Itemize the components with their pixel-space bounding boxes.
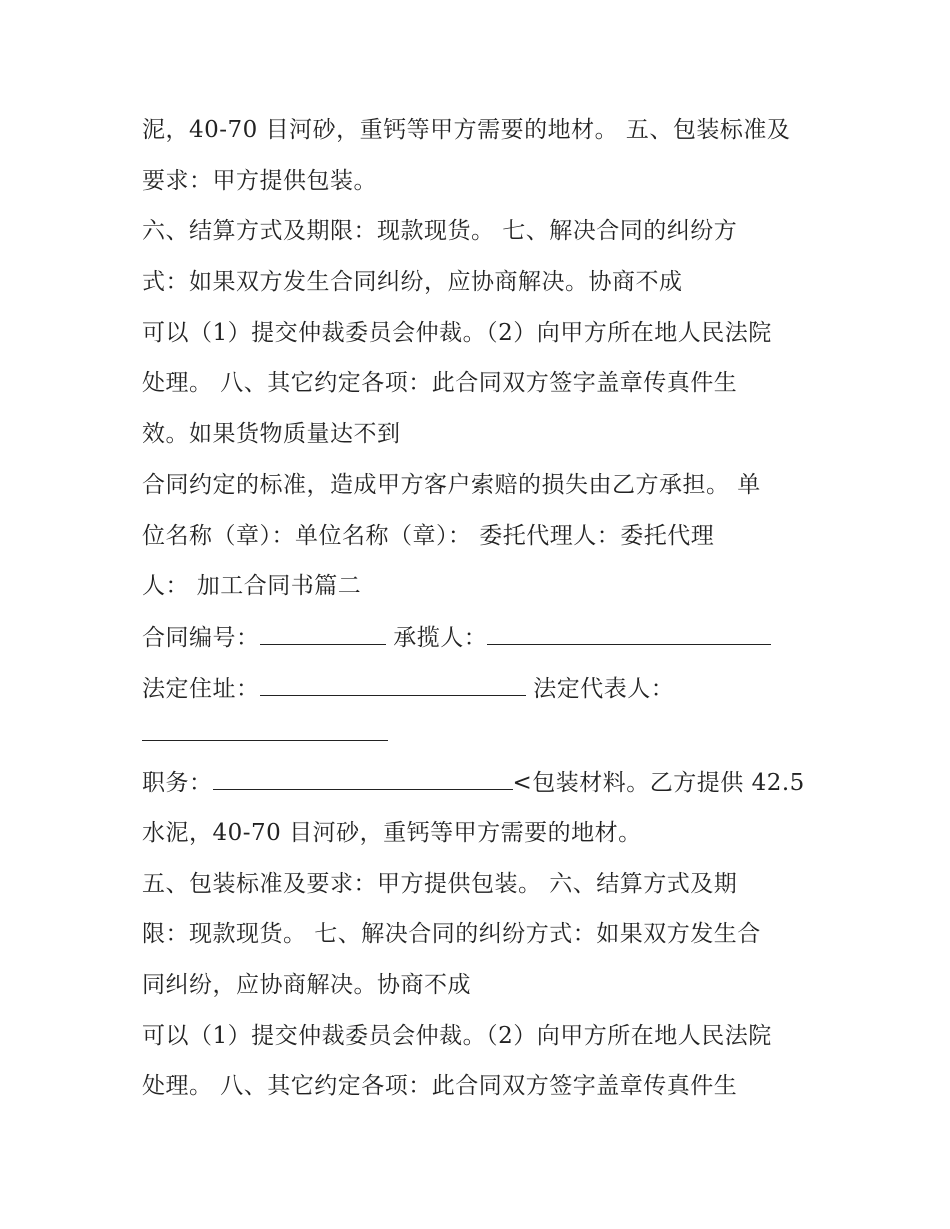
contract-number-label: 合同编号： xyxy=(142,625,260,651)
text-line: 位名称（章）：单位名称（章）： 委托代理人：委托代理 xyxy=(142,523,715,549)
text-line: 处理。 八、其它约定各项：此合同双方签字盖章传真件生 xyxy=(142,370,738,396)
contract-number-blank xyxy=(260,622,386,645)
text-line: 式：如果双方发生合同纠纷，应协商解决。协商不成 xyxy=(142,269,683,295)
position-row xyxy=(142,767,805,798)
text-line: 限：现款现货。 七、解决合同的纠纷方式：如果双方发生合 xyxy=(142,921,761,947)
text-line: 六、结算方式及期限：现款现货。 七、解决合同的纠纷方 xyxy=(142,218,738,244)
text-line: 可以（1）提交仲裁委员会仲裁。（2）向甲方所在地人民法院 xyxy=(142,320,772,346)
text-line: 可以（1）提交仲裁委员会仲裁。（2）向甲方所在地人民法院 xyxy=(142,1023,772,1049)
text-line: 泥，40-70 目河砂，重钙等甲方需要的地材。 五、包装标准及 xyxy=(142,117,791,143)
address-blank xyxy=(260,673,526,696)
position-label: 职务： xyxy=(142,770,213,796)
contractor-blank xyxy=(487,622,771,645)
legal-rep-blank xyxy=(142,718,388,741)
text-line: 效。如果货物质量达不到 xyxy=(142,421,401,447)
legal-rep-blank-row xyxy=(142,718,388,749)
text-line: 合同约定的标准，造成甲方客户索赔的损失由乙方承担。 单 xyxy=(142,472,761,498)
text-line: 五、包装标准及要求：甲方提供包装。 六、结算方式及期 xyxy=(142,871,738,897)
address-row xyxy=(142,673,674,704)
text-line: 人： 加工合同书篇二 xyxy=(142,573,362,599)
text-line: 处理。 八、其它约定各项：此合同双方签字盖章传真件生 xyxy=(142,1073,738,1099)
legal-rep-label: 法定代表人： xyxy=(525,676,675,702)
address-label: 法定住址： xyxy=(142,676,260,702)
contractor-label: 承揽人： xyxy=(385,625,488,651)
position-blank xyxy=(213,767,513,790)
contract-number-row xyxy=(142,622,771,653)
position-tail-text: <包装材料。乙方提供 42.5 xyxy=(512,770,805,796)
text-line: 同纠纷，应协商解决。协商不成 xyxy=(142,972,471,998)
text-line: 水泥，40-70 目河砂，重钙等甲方需要的地材。 xyxy=(142,820,642,846)
text-line: 要求：甲方提供包装。 xyxy=(142,168,377,194)
